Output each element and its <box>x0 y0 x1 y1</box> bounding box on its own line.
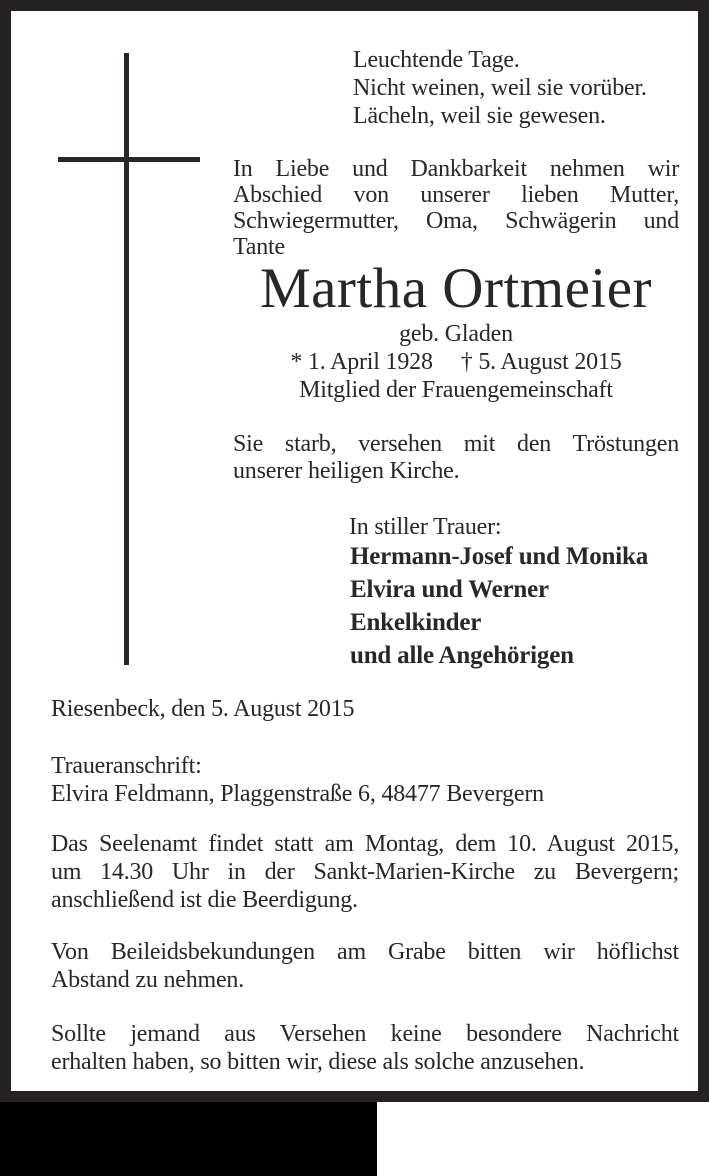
condolence-request <box>51 938 679 994</box>
text-line: Sollte jemand aus Versehen keine besondere Nachricht <box>51 1021 679 1047</box>
text-line: Das Seelenamt findet statt am Montag, dem 10. August 2015, <box>51 831 679 857</box>
mourners-list <box>350 540 680 672</box>
text-line: um 14.30 Uhr in der Sankt-Marien-Kirche zu Bevergern; <box>51 859 679 885</box>
text-line: Sie starb, versehen mit den Tröstungen <box>233 431 679 457</box>
text-line: Von Beileidsbekundungen am Grabe bitten wir höflichst <box>51 939 679 965</box>
text-line: Leuchtende Tage. <box>353 47 520 73</box>
memorial-verse <box>353 46 693 130</box>
text-line: Elvira und Werner <box>350 576 549 603</box>
death-note <box>233 431 679 485</box>
membership-note: Mitglied der Frauengemeinschaft <box>299 377 613 403</box>
condolence-address: Elvira Feldmann, Plaggenstraße 6, 48477 Bevergern <box>51 781 544 807</box>
condolence-address-label: Traueranschrift: <box>51 753 202 779</box>
text-line: und alle Angehörigen <box>350 642 574 669</box>
service-info <box>51 830 679 914</box>
place-date: Riesenbeck, den 5. August 2015 <box>51 696 355 722</box>
text-line: Tante <box>233 234 285 260</box>
text-line: Abstand zu nehmen. <box>51 967 245 993</box>
text-line: Enkelkinder <box>350 609 482 636</box>
announcement-text <box>233 156 679 260</box>
text-line: Lächeln, weil sie gewesen. <box>353 103 606 129</box>
cross-horizontal-bar <box>58 157 200 162</box>
birth-name: geb. Gladen <box>399 321 513 347</box>
birth-date: * 1. April 1928 <box>290 349 433 375</box>
text-line: anschließend ist die Beerdigung. <box>51 887 358 913</box>
text-line: Nicht weinen, weil sie vorüber. <box>353 75 647 101</box>
text-line: Schwiegermutter, Oma, Schwägerin und <box>233 208 679 234</box>
deceased-name: Martha Ortmeier <box>259 257 653 320</box>
redaction-block <box>0 1102 377 1176</box>
notification-note <box>51 1020 679 1076</box>
text-line: Hermann-Josef und Monika <box>350 543 649 570</box>
text-line: erhalten haben, so bitten wir, diese als solche anzusehen. <box>51 1049 585 1075</box>
death-date: † 5. August 2015 <box>460 349 622 375</box>
mourning-intro: In stiller Trauer: <box>349 514 502 540</box>
cross-vertical-bar <box>124 53 129 665</box>
text-line: unserer heiligen Kirche. <box>233 458 460 484</box>
text-line: Abschied von unserer lieben Mutter, <box>233 182 679 208</box>
life-dates <box>233 348 679 376</box>
text-line: In Liebe und Dankbarkeit nehmen wir <box>233 156 679 182</box>
